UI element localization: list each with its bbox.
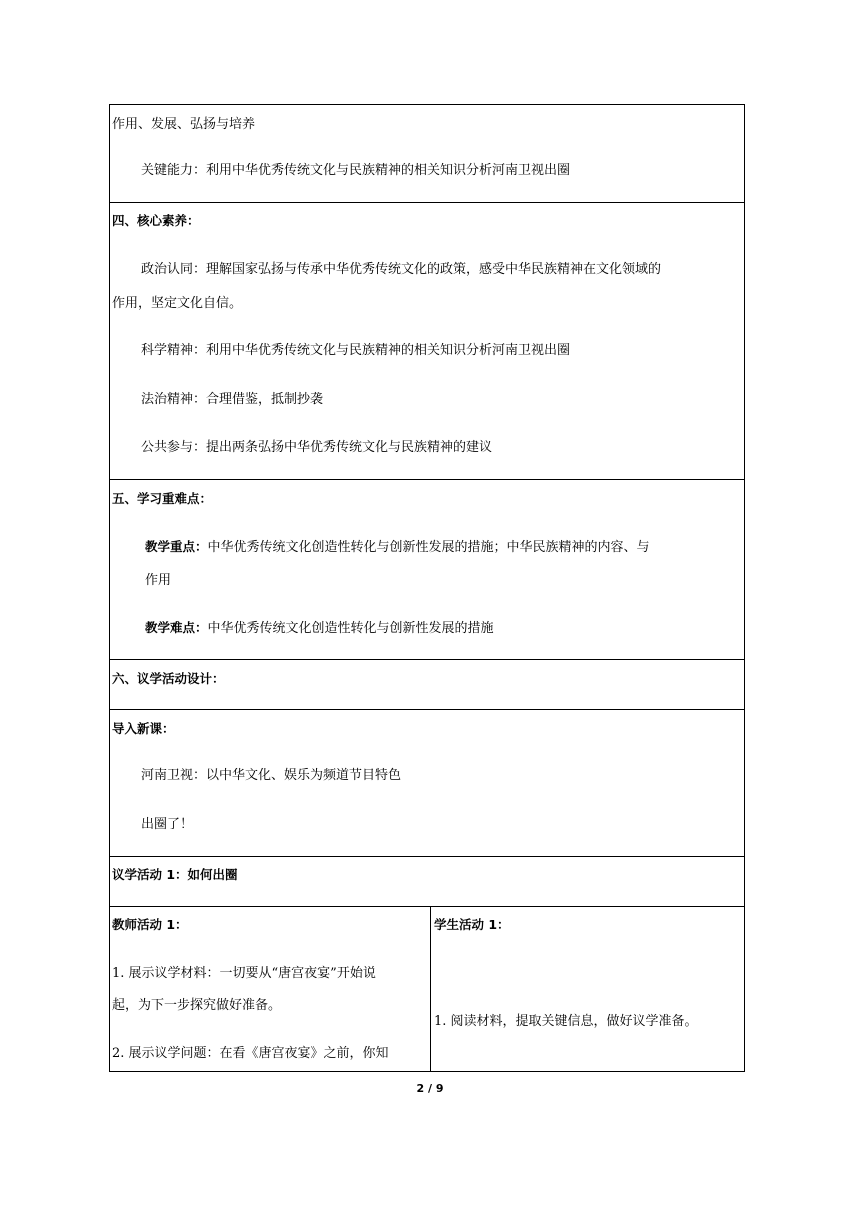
row-divider: [109, 709, 745, 710]
section4-political-identity-cont: 作用，坚定文化自信。: [112, 296, 243, 311]
teaching-key-point: [145, 539, 650, 556]
section3-line1: 作用、发展、弘扬与培养: [112, 117, 256, 132]
student-item-1: 1. 阅读材料，提取关键信息，做好议学准备。: [434, 1014, 698, 1029]
intro-title: 导入新课：: [112, 721, 175, 736]
teaching-key-text-cont: 作用: [145, 573, 172, 588]
row-divider: [109, 906, 745, 907]
section4-political-identity: 政治认同：理解国家弘扬与传承中华优秀传统文化的政策，感受中华民族精神在文化领域的: [141, 262, 662, 277]
document-table: [109, 104, 745, 1072]
section4-scientific-spirit: 科学精神：利用中华优秀传统文化与民族精神的相关知识分析河南卫视出圈: [141, 343, 571, 358]
teacher-activity-title: 教师活动 1：: [112, 917, 188, 932]
teaching-difficult-point: [145, 620, 494, 637]
section4-public-participation: 公共参与：提出两条弘扬中华优秀传统文化与民族精神的建议: [141, 440, 493, 455]
student-activity-title: 学生活动 1：: [434, 917, 510, 932]
row-divider: [109, 202, 745, 203]
section4-rule-of-law: 法治精神：合理借鉴，抵制抄袭: [141, 392, 324, 407]
section3-key-ability: 关键能力：利用中华优秀传统文化与民族精神的相关知识分析河南卫视出圈: [141, 163, 571, 178]
teaching-diff-text: 中华优秀传统文化创造性转化与创新性发展的措施: [207, 621, 494, 636]
intro-henan-tv: 河南卫视：以中华文化、娱乐为频道节目特色: [141, 768, 402, 783]
row-divider: [109, 659, 745, 660]
row-divider: [109, 856, 745, 857]
teacher-item-2: 2. 展示议学问题：在看《唐宫夜宴》之前，你知: [112, 1046, 389, 1061]
section6-title: 六、议学活动设计：: [112, 671, 225, 686]
column-divider: [430, 906, 431, 1072]
activity1-title: 议学活动 1：如何出圈: [112, 867, 238, 882]
row-divider: [109, 479, 745, 480]
teacher-item-1-cont: 起，为下一步探究做好准备。: [112, 998, 282, 1013]
intro-viral: 出圈了！: [141, 817, 194, 832]
teaching-diff-label: 教学难点：: [145, 620, 208, 635]
teacher-item-1: 1. 展示议学材料：一切要从“唐宫夜宴”开始说: [112, 966, 376, 981]
section4-title: 四、核心素养：: [112, 213, 200, 228]
teaching-key-label: 教学重点：: [145, 539, 208, 554]
teaching-key-text: 中华优秀传统文化创造性转化与创新性发展的措施；中华民族精神的内容、与: [207, 540, 650, 555]
section5-title: 五、学习重难点：: [112, 491, 213, 506]
page-number: 2 / 9: [416, 1082, 444, 1095]
